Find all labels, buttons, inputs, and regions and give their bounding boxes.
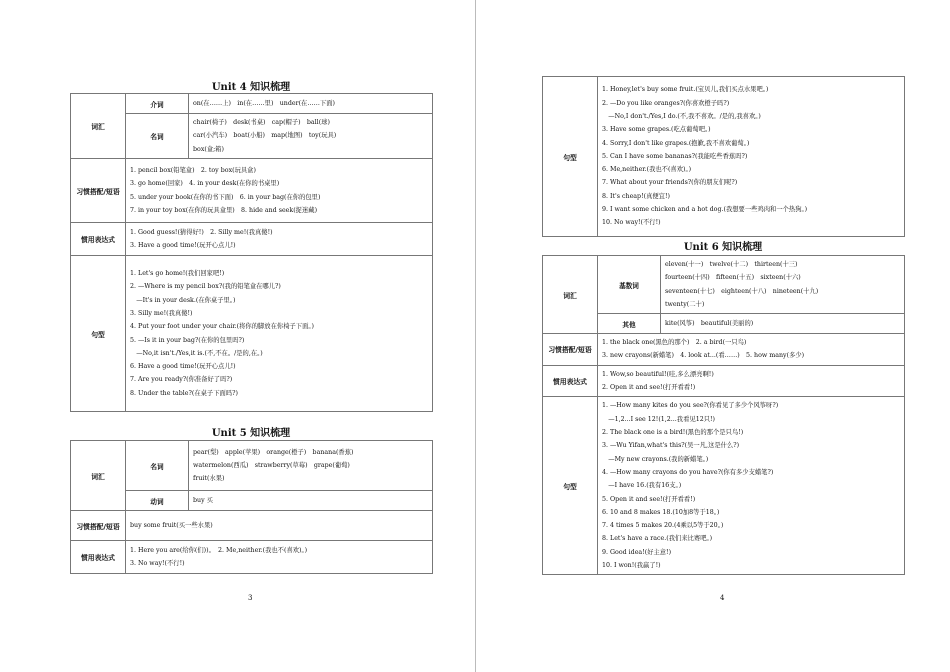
unit4-phrases-label: 习惯搭配/短语 bbox=[71, 159, 126, 223]
unit5-expressions-content bbox=[126, 541, 433, 574]
unit4-sentences-label: 句型 bbox=[71, 256, 126, 412]
unit6-other-content bbox=[661, 314, 905, 334]
unit5-sentences-content bbox=[598, 77, 905, 237]
unit6-cardinal-label: 基数词 bbox=[598, 256, 661, 314]
page-gutter bbox=[475, 0, 476, 672]
text-line: 5. Can I have some bananas?(我能吃些香蕉吗?) bbox=[602, 152, 748, 160]
text-line: pear(梨) apple(苹果) orange(橙子) banana(香蕉) bbox=[193, 448, 354, 456]
unit5-vocab-label: 词汇 bbox=[71, 441, 126, 511]
text-line: 1. Honey,let's buy some fruit.(宝贝儿,我们买点水果吧。) bbox=[602, 86, 769, 94]
text-line: 10. I won!(我赢了!) bbox=[602, 562, 661, 569]
text-line: —No,it isn't./Yes,it is.(不,不在。/是的,在。) bbox=[130, 349, 263, 357]
text-line: 2. The black one is a bird!(黑色的那个是只鸟!) bbox=[602, 429, 744, 437]
text-line: 2. —Where is my pencil box?(我的铅笔盒在哪儿?) bbox=[130, 283, 281, 291]
text-line: 8. Under the table?(在桌子下面吗?) bbox=[130, 389, 238, 397]
text-line: —My new crayons.(我的新蜡笔。) bbox=[602, 455, 709, 463]
text-line: 6. Me,neither.(我也不(喜欢)。) bbox=[602, 166, 692, 174]
text-line: 5. —Is it in your bag?(在你的包里吗?) bbox=[130, 336, 245, 344]
text-line: 10. No way!(不行!) bbox=[602, 219, 661, 227]
text-line: 8. Let's have a race.(我们来比赛吧。) bbox=[602, 535, 713, 543]
text-line: —1,2...I see 12!(1,2...我看见12只!) bbox=[602, 415, 715, 423]
text-line: 5. Open it and see!(打开看看!) bbox=[602, 495, 696, 503]
unit6-vocab-label: 词汇 bbox=[543, 256, 598, 334]
text-line: 6. Have a good time!(玩开心点儿!) bbox=[130, 363, 236, 371]
text-line: 7. Are you ready?(你准备好了吗?) bbox=[130, 376, 233, 384]
text-line: 4. Put your foot under your chair.(将你的脚放在你椅子下面。) bbox=[130, 323, 314, 331]
text-line: chair(椅子) desk(书桌) cap(帽子) ball(球) bbox=[193, 119, 330, 127]
unit6-title: Unit 6 知识梳理 bbox=[683, 242, 763, 253]
text-line: 8. It's cheap!(真便宜!) bbox=[602, 192, 670, 200]
unit4-vocab-label: 词汇 bbox=[71, 94, 126, 159]
text-line: buy some fruit(买一些水果) bbox=[130, 521, 213, 529]
text-line: seventeen(十七) eighteen(十八) nineteen(十九) bbox=[665, 287, 819, 295]
unit5-verb-label: 动词 bbox=[126, 491, 189, 511]
text-line: 3. Have some grapes.(吃点葡萄吧。) bbox=[602, 126, 711, 134]
unit4-title: Unit 4 知识梳理 bbox=[211, 82, 291, 93]
text-line: 9. I want some chicken and a hot dog.(我想要一些鸡肉和一个热狗。) bbox=[602, 206, 808, 214]
unit6-phrases-content bbox=[598, 334, 905, 366]
text-line: 2. Open it and see!(打开看看!) bbox=[602, 384, 696, 392]
text-line: 3. No way!(不行!) bbox=[130, 560, 185, 567]
text-line: 7. in your toy box(在你的玩具盒里) 8. hide and seek(捉迷藏) bbox=[130, 206, 318, 214]
text-line: fourteen(十四) fifteen(十五) sixteen(十六) bbox=[665, 274, 801, 282]
unit4-noun-label: 名词 bbox=[126, 114, 189, 159]
text-line: 3. —Wu Yifan,what's this?(吴一凡,这是什么?) bbox=[602, 442, 740, 450]
unit6-phrases-label: 习惯搭配/短语 bbox=[543, 334, 598, 366]
text-line: 5. under your book(在你的书下面) 6. in your bag(在你的包里) bbox=[130, 193, 321, 201]
text-line: 1. Good guess!(猜得好!) 2. Silly me!(我真傻!) bbox=[130, 228, 273, 236]
unit5-noun-content bbox=[189, 441, 433, 491]
unit5-title: Unit 5 知识梳理 bbox=[211, 428, 291, 439]
text-line: 3. Have a good time!(玩开心点儿!) bbox=[130, 242, 236, 249]
text-line: 1. pencil box(铅笔盒) 2. toy box(玩具盒) bbox=[130, 166, 256, 174]
text-line: 3. new crayons(新蜡笔) 4. look at...(看……) 5. how many(多少) bbox=[602, 352, 805, 360]
text-line: box(盒;箱) bbox=[193, 145, 225, 153]
unit5-noun-label: 名词 bbox=[126, 441, 189, 491]
unit6-other-label: 其他 bbox=[598, 314, 661, 334]
unit5-sentences-table bbox=[542, 76, 905, 237]
text-line: 1. Here you are(给你(们))。 2. Me,neither.(我也不(喜欢)。) bbox=[130, 546, 308, 554]
page-number-left: 3 bbox=[248, 594, 253, 602]
unit6-expressions-label: 惯用表达式 bbox=[543, 365, 598, 397]
text-line: —No,I don't./Yes,I do.(不,我不喜欢。/是的,我喜欢。) bbox=[602, 112, 761, 120]
text-line: 4. Sorry,I don't like grapes.(抱歉,我不喜欢葡萄。) bbox=[602, 139, 750, 147]
unit4-sentences-content bbox=[126, 256, 433, 412]
text-line: 3. go home(回家) 4. in your desk(在你的书桌里) bbox=[130, 180, 280, 188]
unit6-sentences-label: 句型 bbox=[543, 397, 598, 575]
unit4-table bbox=[70, 93, 433, 412]
unit4-noun-content bbox=[189, 114, 433, 159]
unit4-expressions-content bbox=[126, 223, 433, 256]
text-line: kite(风筝) beautiful(美丽的) bbox=[665, 320, 754, 328]
unit5-table bbox=[70, 440, 433, 574]
unit5-sentences-label: 句型 bbox=[543, 77, 598, 237]
text-line: 9. Good idea!(好主意!) bbox=[602, 548, 672, 556]
text-line: fruit(水果) bbox=[193, 475, 225, 483]
unit4-prep-label: 介词 bbox=[126, 94, 189, 114]
text-line: 1. Let's go home!(我们回家吧!) bbox=[130, 270, 225, 278]
text-line: 1. the black one(黑色的那个) 2. a bird(一只鸟) bbox=[602, 339, 747, 347]
text-line: twenty(二十) bbox=[665, 300, 705, 308]
unit6-table bbox=[542, 255, 905, 575]
text-line: 6. 10 and 8 makes 18.(10加8等于18。) bbox=[602, 508, 720, 516]
unit4-phrases-content bbox=[126, 159, 433, 223]
text-line: on(在……上) in(在……里) under(在……下面) bbox=[193, 99, 335, 107]
text-line: car(小汽车) boat(小船) map(地图) toy(玩具) bbox=[193, 132, 337, 140]
text-line: 4. —How many crayons do you have?(你有多少支蜡笔?) bbox=[602, 468, 774, 476]
text-line: 1. —How many kites do you see?(你看见了多少个风筝呀?) bbox=[602, 402, 779, 410]
unit6-cardinal-content bbox=[661, 256, 905, 314]
text-line: 7. What about your friends?(你的朋友们呢?) bbox=[602, 179, 738, 187]
text-line: eleven(十一) twelve(十二) thirteen(十三) bbox=[665, 261, 798, 268]
text-line: 7. 4 times 5 makes 20.(4乘以5等于20。) bbox=[602, 522, 724, 530]
unit4-expressions-label: 惯用表达式 bbox=[71, 223, 126, 256]
text-line: 1. Wow,so beautiful!(哇,多么漂亮啊!) bbox=[602, 370, 714, 378]
text-line: buy 买 bbox=[193, 496, 213, 504]
text-line: —It's in your desk.(在你桌子里。) bbox=[130, 296, 236, 304]
text-line: —I have 16.(我有16支。) bbox=[602, 482, 682, 490]
page-number-right: 4 bbox=[720, 594, 725, 602]
unit4-prep-content bbox=[189, 94, 433, 114]
text-line: watermelon(西瓜) strawberry(草莓) grape(葡萄) bbox=[193, 461, 350, 469]
text-line: 3. Silly me!(我真傻!) bbox=[130, 309, 193, 317]
unit6-expressions-content bbox=[598, 365, 905, 397]
unit5-phrases-content bbox=[126, 511, 433, 541]
unit6-sentences-content bbox=[598, 397, 905, 575]
unit5-expressions-label: 惯用表达式 bbox=[71, 541, 126, 574]
unit5-verb-content bbox=[189, 491, 433, 511]
unit5-phrases-label: 习惯搭配/短语 bbox=[71, 511, 126, 541]
text-line: 2. —Do you like oranges?(你喜欢橙子吗?) bbox=[602, 99, 730, 107]
